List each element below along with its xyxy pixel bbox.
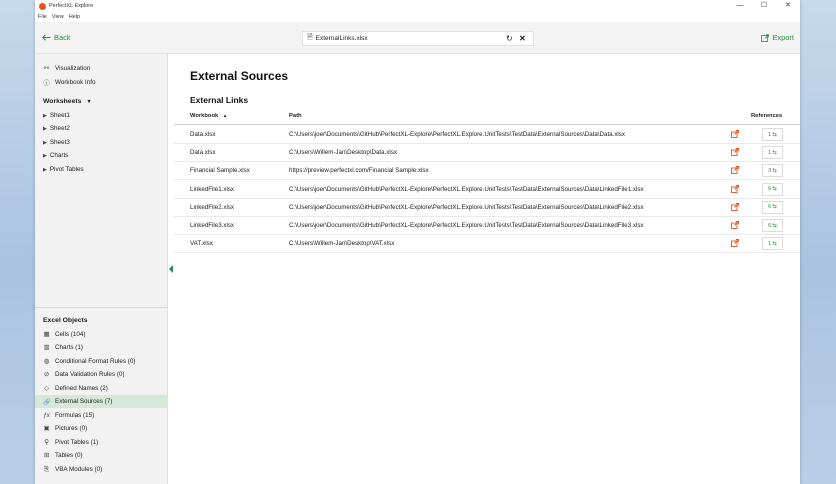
app-window: [35, 0, 800, 484]
column-header-references[interactable]: References: [751, 113, 783, 119]
back-button[interactable]: [42, 33, 71, 42]
workbook-cell: VAT.xlsx: [190, 240, 213, 248]
open-external-icon[interactable]: [731, 203, 739, 211]
sidebar-object-defined-names[interactable]: [35, 382, 167, 395]
arrow-left-icon: [42, 34, 51, 41]
reload-button[interactable]: ↻: [506, 34, 513, 43]
sidebar-sheet-sheet3[interactable]: [43, 139, 70, 146]
formula-icon: ƒx: [43, 412, 50, 419]
open-external-icon[interactable]: [731, 130, 739, 138]
caret-right-icon: ▶: [43, 125, 47, 132]
object-label: Cells (104): [55, 331, 86, 338]
reference-count: 6: [768, 222, 772, 229]
page-title: External Sources: [190, 69, 289, 83]
excel-objects-title: Excel Objects: [43, 317, 88, 324]
object-label: Pictures (0): [55, 425, 88, 432]
caret-right-icon: ▶: [43, 166, 47, 173]
table-row[interactable]: [174, 181, 800, 199]
chart-icon: ▥: [43, 344, 50, 351]
main-content: [174, 54, 800, 484]
section-subtitle: External Links: [190, 95, 249, 105]
references-button[interactable]: [762, 146, 783, 159]
open-external-icon[interactable]: [731, 239, 739, 247]
path-cell: C:\Users\Willem-Jan\Desktop\Data.xlsx: [289, 149, 397, 157]
object-label: Defined Names (2): [55, 385, 108, 392]
worksheets-title: Worksheets: [43, 98, 82, 105]
window-controls: [728, 0, 800, 12]
open-external-icon[interactable]: [731, 166, 739, 174]
sidebar-object-external-sources[interactable]: [35, 395, 167, 408]
sidebar-object-formulas[interactable]: [35, 409, 167, 422]
open-external-icon[interactable]: [731, 148, 739, 156]
tag-icon: ◇: [44, 385, 49, 392]
open-external-icon[interactable]: [731, 221, 739, 229]
table-row[interactable]: [174, 162, 800, 180]
path-cell: C:\Users\joer\Documents\GitHub\PerfectXL-Explore\PerfectXL.Explore.UnitTests\TestData\ExternalSources\Data\Data.xlsx: [289, 131, 625, 138]
sidebar-divider: [35, 307, 168, 308]
sheet-label: Sheet1: [49, 112, 70, 119]
table-row[interactable]: [174, 235, 800, 253]
sidebar-sheet-charts[interactable]: [43, 152, 68, 159]
link-arrows-icon: ⇆: [772, 167, 777, 174]
open-external-icon[interactable]: [731, 185, 739, 193]
title-bar: [35, 0, 800, 12]
reference-count: 6: [768, 204, 772, 211]
reference-count: 1: [768, 240, 772, 247]
open-file-tab[interactable]: [302, 31, 534, 46]
check-icon: ⊘: [43, 371, 50, 378]
close-file-button[interactable]: ✕: [519, 34, 526, 43]
link-arrows-icon: ⇆: [772, 222, 777, 229]
column-header-label: Workbook: [190, 113, 219, 119]
link-arrows-icon: ⇆: [772, 186, 777, 193]
back-label: Back: [54, 33, 71, 42]
path-cell: C:\Users\joer\Documents\GitHub\PerfectXL-Explore\PerfectXL.Explore.UnitTests\TestData\ExternalSources\Data\LinkedFile3.xlsx: [289, 222, 644, 229]
object-label: VBA Modules (0): [55, 466, 103, 473]
path-cell: C:\Users\Willem-Jan\Desktop\VAT.xlsx: [289, 240, 395, 248]
table-row[interactable]: [174, 144, 800, 162]
info-icon: ⓘ: [43, 80, 50, 87]
caret-right-icon: ▶: [43, 139, 47, 146]
pivot-icon: ⚲: [44, 439, 49, 446]
reference-count: 3: [768, 167, 772, 174]
sidebar-sheet-pivot-tables[interactable]: [43, 166, 84, 173]
caret-right-icon: ▶: [43, 112, 47, 119]
sheet-label: Sheet2: [49, 125, 70, 132]
sidebar-object-conditional-format[interactable]: [35, 355, 167, 368]
sidebar-link-workbook-info[interactable]: [43, 78, 95, 87]
link-arrows-icon: ⇆: [772, 131, 777, 138]
path-cell: https://preview.perfectxl.com/Financial Sample.xlsx: [289, 167, 429, 175]
close-window-button[interactable]: ✕: [785, 2, 791, 9]
reference-count: 1: [768, 131, 772, 138]
sheet-label: Pivot Tables: [49, 166, 84, 173]
file-icon: 🗎: [307, 34, 313, 41]
vba-icon: ⎘: [43, 465, 50, 473]
grid-icon: ▦: [43, 331, 50, 338]
references-button[interactable]: [762, 183, 783, 196]
link-icon: 🔗: [43, 398, 51, 406]
table-row[interactable]: [174, 217, 800, 235]
sidebar-link-visualization[interactable]: [43, 64, 90, 72]
path-cell: C:\Users\joer\Documents\GitHub\PerfectXL-Explore\PerfectXL.Explore.UnitTests\TestData\ExternalSources\Data\LinkedFile2.xlsx: [289, 203, 644, 211]
object-label: Pivot Tables (1): [55, 439, 99, 446]
visualization-icon: ⚯: [43, 65, 50, 72]
sidebar-sheet-sheet2[interactable]: [43, 125, 70, 132]
menu-view[interactable]: View: [51, 14, 64, 20]
workbook-cell: LinkedFile1.xlsx: [190, 185, 235, 193]
app-title: PerfectXL Explore: [49, 3, 94, 9]
workbook-cell: LinkedFile2.xlsx: [190, 203, 235, 211]
object-label: Tables (0): [55, 452, 83, 459]
table-header-divider: [174, 124, 800, 125]
sheet-label: Sheet3: [49, 139, 70, 146]
link-arrows-icon: ⇆: [772, 204, 777, 211]
sidebar-sheet-sheet1[interactable]: [43, 112, 70, 119]
references-button[interactable]: [762, 128, 783, 141]
object-label: Formulas (15): [55, 412, 95, 419]
palette-icon: ◍: [43, 358, 50, 365]
export-button[interactable]: [761, 33, 794, 42]
caret-right-icon: ▶: [43, 152, 47, 159]
sidebar-object-tables[interactable]: [35, 449, 167, 462]
object-label: Charts (1): [55, 344, 83, 351]
reference-count: 1: [768, 149, 772, 156]
column-header-workbook[interactable]: [190, 113, 227, 119]
minimize-button[interactable]: —: [736, 2, 744, 9]
menu-bar: [35, 12, 800, 22]
sort-ascending-icon: ▲: [222, 113, 228, 118]
filter-icon[interactable]: ▼: [86, 99, 92, 105]
sidebar-link-label: Workbook Info: [55, 79, 96, 86]
link-arrows-icon: ⇆: [772, 149, 777, 156]
references-button[interactable]: [762, 164, 783, 177]
toolbar: [35, 22, 800, 54]
collapse-sidebar-icon[interactable]: [169, 265, 173, 273]
sheet-label: Charts: [49, 152, 69, 159]
menu-help[interactable]: Help: [68, 14, 81, 20]
workbook-cell: Financial Sample.xlsx: [190, 167, 250, 175]
sidebar-object-vba-modules[interactable]: [35, 463, 167, 476]
worksheets-header[interactable]: [43, 98, 92, 105]
app-logo-icon: [39, 3, 46, 10]
file-name: ExternalLinks.xlsx: [315, 35, 368, 42]
sidebar-link-label: Visualization: [55, 64, 91, 72]
picture-icon: ▣: [43, 425, 50, 432]
sidebar-object-pivot-tables[interactable]: [35, 436, 167, 449]
references-button[interactable]: [762, 219, 783, 232]
reference-count: 6: [768, 186, 772, 193]
object-label: Conditional Format Rules (0): [55, 358, 136, 365]
export-label: Export: [772, 33, 794, 42]
workbook-cell: LinkedFile3.xlsx: [190, 222, 235, 229]
sidebar-object-data-validation[interactable]: [35, 368, 167, 381]
sidebar-object-pictures[interactable]: [35, 422, 167, 435]
workbook-cell: Data.xlsx: [190, 131, 216, 138]
path-cell: C:\Users\joer\Documents\GitHub\PerfectXL-Explore\PerfectXL.Explore.UnitTests\TestData\ExternalSources\Data\LinkedFile1.xlsx: [289, 185, 644, 193]
object-label: Data Validation Rules (0): [55, 371, 125, 378]
sidebar-object-cells[interactable]: [35, 328, 167, 341]
table-row[interactable]: [174, 199, 800, 217]
sidebar: [35, 54, 168, 484]
references-button[interactable]: [762, 201, 783, 214]
table-row[interactable]: [174, 126, 800, 144]
export-icon: [761, 34, 769, 42]
table-icon: ⊞: [43, 452, 50, 459]
references-button[interactable]: [762, 237, 783, 250]
maximize-button[interactable]: ☐: [760, 2, 768, 9]
object-label: External Sources (7): [55, 398, 113, 405]
link-arrows-icon: ⇆: [772, 240, 777, 247]
column-header-path[interactable]: Path: [289, 113, 302, 119]
sidebar-object-charts[interactable]: [35, 341, 167, 354]
menu-file[interactable]: File: [38, 14, 47, 20]
workbook-cell: Data.xlsx: [190, 149, 216, 157]
